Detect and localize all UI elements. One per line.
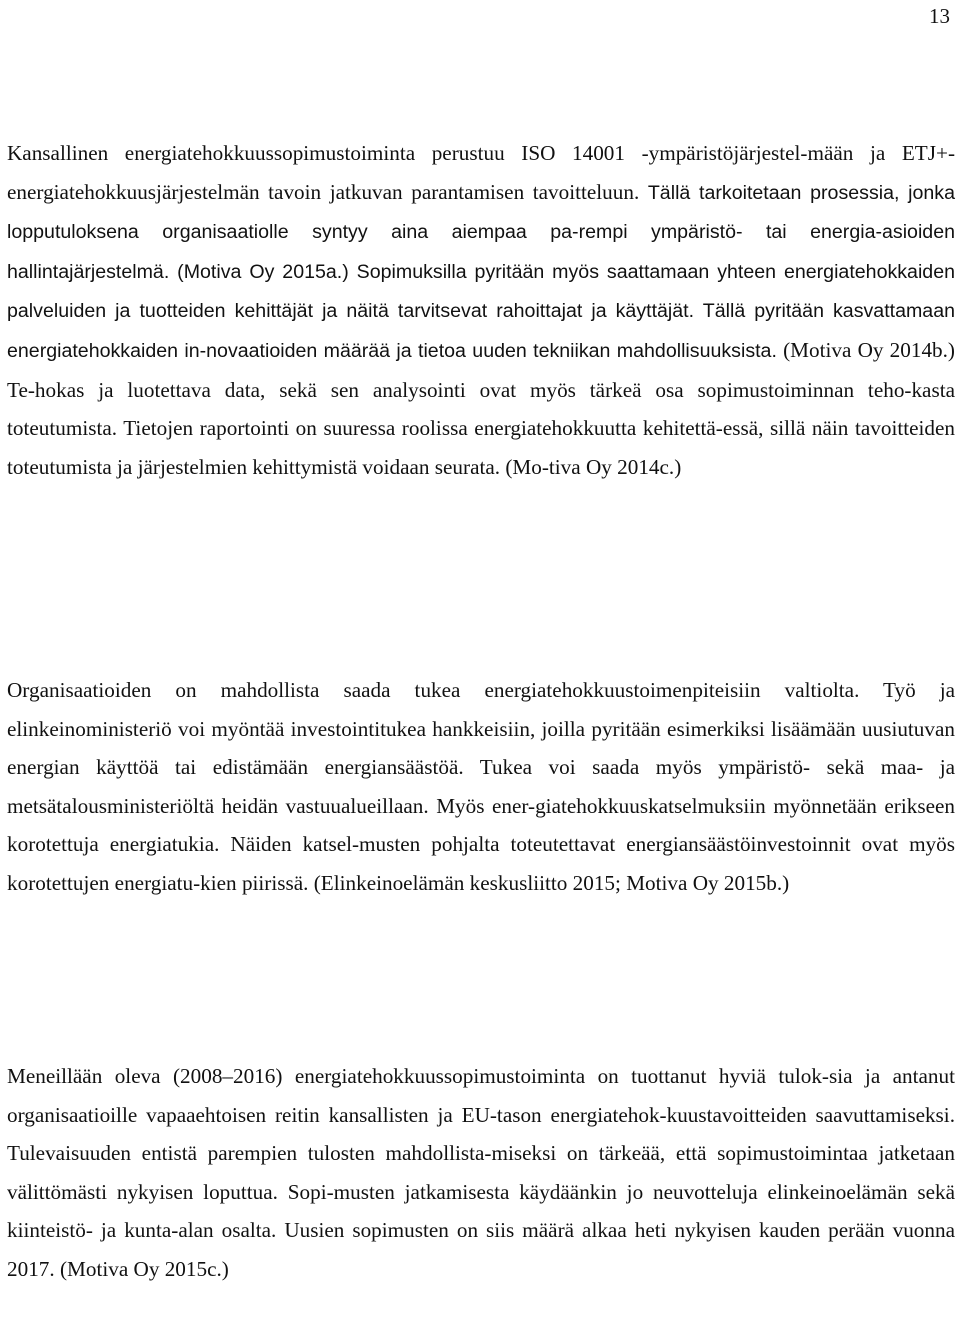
paragraph-current-agreement: Meneillään oleva (2008–2016) energiatehokkuussopimustoiminta on tuottanut hyviä tulok-sia ja antanut organisaatioille vapaaehtoisen reitin kansallisten ja EU-tason energiatehok-kuustavoitteiden saavuttamiseksi. Tulevaisuuden entistä parempien tulosten mahdollista-miseksi on tärkeää, että sopimustoimintaa jatketaan välittömästi nykyisen loputtua. Sopi-musten jatkamisesta käydäänkin jo neuvotteluja elinkeinoelämän sekä kiinteistö- ja kunta-alan osalta. Uusien sopimusten on siis määrä alkaa heti nykyisen kauden perään vuonna 2017. (Motiva Oy 2015c.) <box>7 1064 955 1281</box>
paragraph-1-part-a: Kansallinen energiatehokkuussopimustoiminta perustuu ISO 14001 -ympäristöjärjestel-mään ja ETJ+-energiatehokkuusjärjestelmän tavoin jatkuvan parantamisen tavoitteluun. <box>7 141 955 204</box>
page-number: 13 <box>929 4 950 28</box>
paragraph-1-part-c: (Motiva Oy 2014b.) Te-hokas ja luotettava data, sekä sen analysointi ovat myös tärkeä osa sopimustoiminnan teho-kasta toteutumista. Tietojen raportointi on suuressa roolissa energiatehokkuutta kehitettä-essä, sillä näin tavoitteiden toteutumista ja järjestelmien kehittymistä voidaan seurata. (Mo-tiva Oy 2014c.) <box>7 337 955 479</box>
paragraph-1-part-b: Tällä tarkoitetaan prosessia, jonka lopputuloksena organisaatiolle syntyy aina aiempaa pa-rempi ympäristö- tai energia-asioiden hallintajärjestelmä. (Motiva Oy 2015a.) Sopimuksilla pyritään myös saattamaan yhteen energiatehokkaiden palveluiden ja tuotteiden kehittäjät ja näitä tarvitsevat rahoittajat ja käyttäjät. Tällä pyritään kasvattamaan energiatehokkaiden in-novaatioiden määrää ja tietoa uuden tekniikan mahdollisuuksista. <box>7 181 956 362</box>
paragraph-energy-agreements <box>7 134 955 486</box>
paragraph-state-support: Organisaatioiden on mahdollista saada tukea energiatehokkuustoimenpiteisiin valtiolta. Työ ja elinkeinoministeriö voi myöntää investointitukea hankkeisiin, joilla pyritään esimerkiksi lisäämään uusiutuvan energian käyttöä tai edistämään energiansäästöä. Tukea voi saada myös ympäristö- sekä maa- ja metsätalousministeriöltä heidän vastuualueillaan. Myös ener-giatehokkuuskatselmuksiin myönnetään erikseen korotettuja energiatukia. Näiden katsel-musten pohjalta toteutettavat energiansäästöinvestoinnit ovat myös korotettujen energiatu-kien piirissä. (Elinkeinoelämän keskusliitto 2015; Motiva Oy 2015b.) <box>7 678 955 895</box>
